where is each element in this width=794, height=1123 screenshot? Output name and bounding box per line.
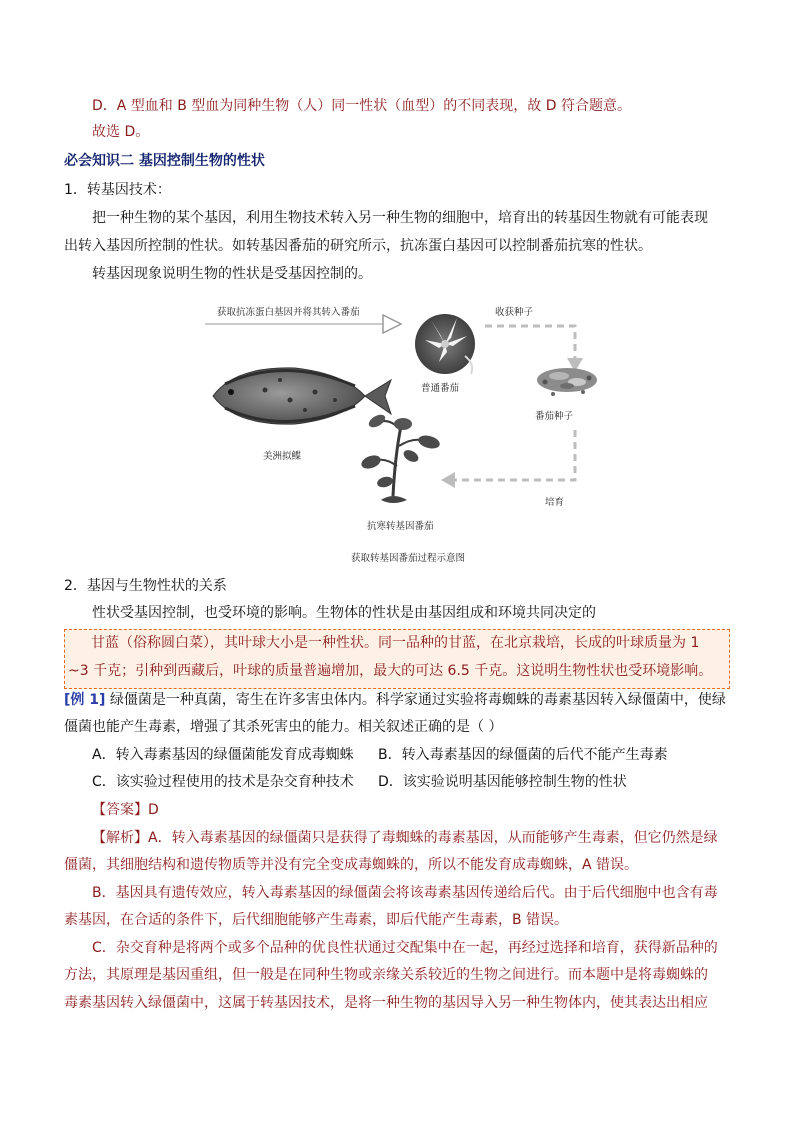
note-line1: 甘蓝（俗称圆白菜），其叶球大小是一种性状。同一品种的甘蓝，在北京栽培，长成的叶球质量为 1	[91, 635, 700, 651]
item1-paragraph2: 转基因现象说明生物的性状是受基因控制的。	[92, 266, 372, 282]
dashed-arrow-to-plant	[441, 430, 575, 488]
item2-title: 2．基因与生物性状的关系	[64, 578, 227, 594]
tomato-seeds-illustration	[537, 368, 597, 396]
example-tag: [例 1]	[64, 692, 106, 708]
analysis-b-line1: B．基因具有遗传效应，转入毒素基因的绿僵菌会将该毒素基因传递给后代。由于后代细胞中也含有毒	[92, 885, 718, 901]
tomato-flower-illustration	[415, 314, 475, 374]
example-question-line2: 僵菌也能产生毒素，增强了其杀死害虫的能力。相关叙述正确的是（ ）	[64, 719, 503, 735]
label-cultivate: 培育	[545, 497, 565, 508]
transgenic-tomato-plant-illustration	[360, 412, 442, 503]
item1-paragraph-line2: 出转入基因所控制的性状。如转基因番茄的研究所示，抗冻蛋白基因可以控制番茄抗寒的性状。	[64, 238, 652, 254]
example-question-text: 绿僵菌是一种真菌，寄生在许多害虫体内。科学家通过实验将毒蜘蛛的毒素基因转入绿僵菌中，使绿	[109, 692, 726, 708]
analysis-c-line3: 毒素基因转入绿僵菌中，这属于转基因技术，是将一种生物的基因导入另一种生物体内，使其表达出相应	[64, 995, 708, 1011]
answer-tag: 【答案】	[92, 802, 148, 818]
answer-line	[92, 800, 159, 820]
example-question-line1	[64, 690, 726, 710]
dashed-arrow-to-seeds	[485, 326, 583, 372]
option-d-explanation: D．A 型血和 B 型血为同种生物（人）同一性状（血型）的不同表现，故 D 符合题意。	[92, 98, 631, 114]
option-d: D．该实验说明基因能够控制生物的性状	[378, 774, 627, 790]
analysis-c-line1: C．杂交育种是将两个或多个品种的优良性状通过交配集中在一起，再经过选择和培育，获得新品种的	[92, 940, 718, 956]
analysis-a-line1: 【解析】A．转入毒素基因的绿僵菌只是获得了毒蜘蛛的毒素基因，从而能够产生毒素，但它仍然是绿	[92, 830, 718, 846]
analysis-a-line2: 僵菌，其细胞结构和遗传物质等并没有完全变成毒蜘蛛的，所以不能发育成毒蜘蛛，A 错误。	[64, 857, 639, 873]
item1-paragraph-line1: 把一种生物的某个基因，利用生物技术转入另一种生物的细胞中，培育出的转基因生物就有可能表现	[92, 210, 708, 226]
figure-caption: 获取转基因番茄过程示意图	[351, 553, 466, 564]
label-tomato-seeds: 番茄种子	[535, 411, 574, 422]
analysis-b-line2: 素基因，在合适的条件下，后代细胞能够产生毒素，即后代能产生毒素，B 错误。	[64, 912, 569, 928]
item2-paragraph: 性状受基因控制，也受环境的影响。生物体的性状是由基因组成和环境共同决定的	[92, 605, 596, 621]
analysis-tag: 【解析】	[92, 830, 148, 846]
item1-title: 1．转基因技术：	[64, 182, 171, 198]
transgenic-tomato-diagram	[195, 296, 615, 566]
analysis-c-line2: 方法，其原理是基因重组，但一般是在同种生物或亲缘关系较近的生物之间进行。而本题中是将毒蜘蛛的	[64, 967, 708, 983]
section-title: 必会知识二 基因控制生物的性状	[64, 153, 265, 169]
label-cold-resistant-tomato: 抗寒转基因番茄	[367, 521, 434, 532]
note-line2: ~3 千克；引种到西藏后，叶球的质量普遍增加，最大的可达 6.5 千克。这说明生物性状也受环境影响。	[68, 663, 713, 679]
option-b: B．转入毒素基因的绿僵菌的后代不能产生毒素	[378, 747, 668, 763]
label-get-gene: 获取抗冻蛋白基因并将其转入番茄	[217, 307, 360, 318]
environment-influence-note	[64, 629, 730, 689]
answer-value: D	[148, 802, 159, 818]
label-harvest-seeds: 收获种子	[495, 307, 534, 318]
option-a: A．转入毒素基因的绿僵菌能发育成毒蜘蛛	[92, 747, 354, 763]
label-flounder: 美洲拟鲽	[263, 451, 302, 462]
flounder-fish-illustration	[213, 368, 391, 424]
label-normal-tomato: 普通番茄	[421, 383, 460, 394]
choose-d-text: 故选 D。	[92, 124, 150, 140]
option-c: C．该实验过程使用的技术是杂交育种技术	[92, 774, 354, 790]
